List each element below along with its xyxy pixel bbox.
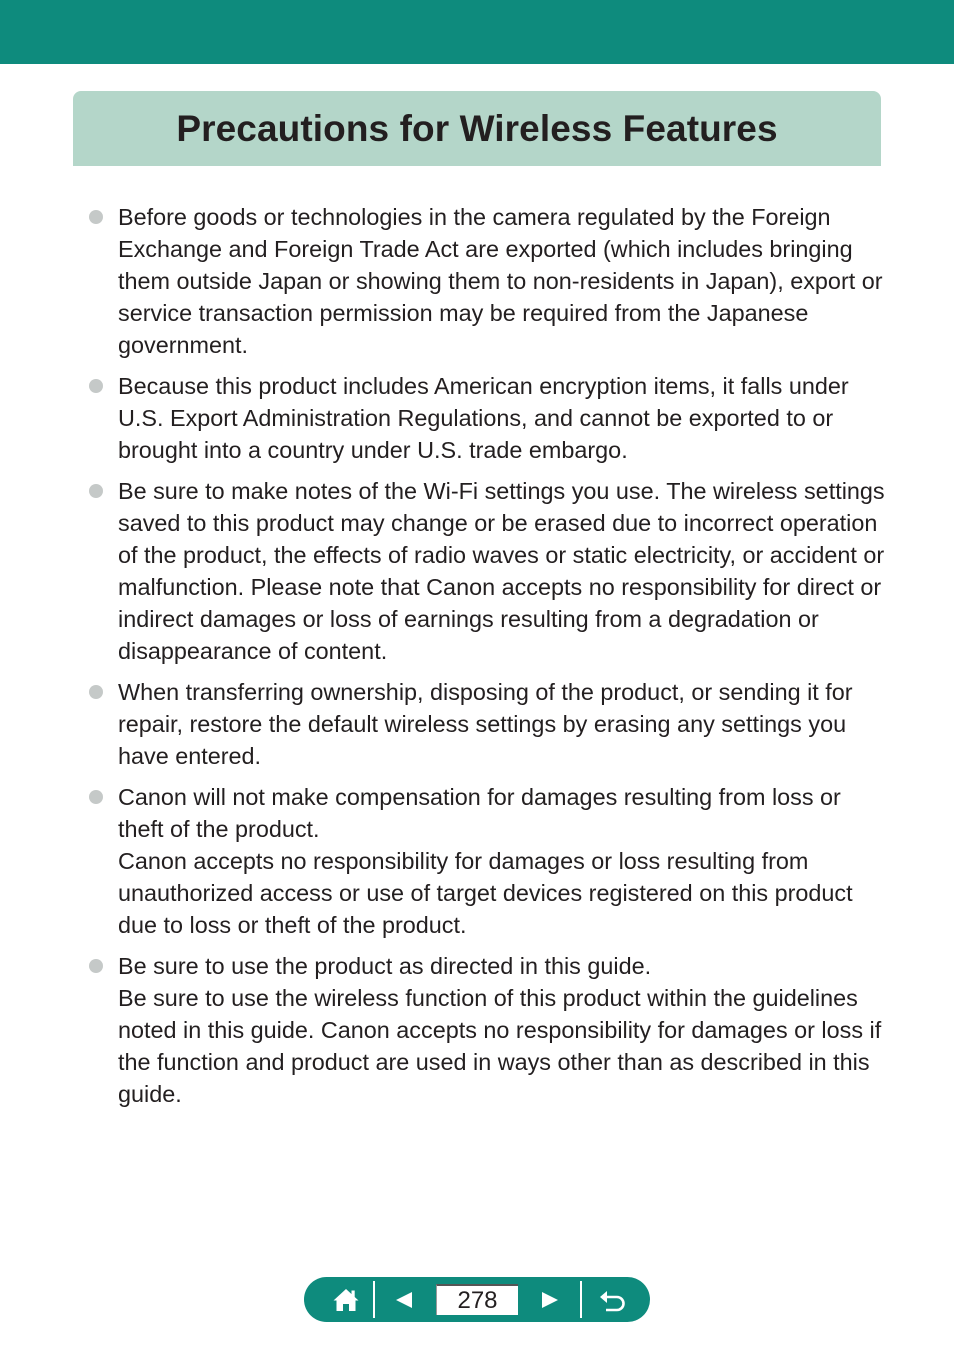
bullet-text: Canon accepts no responsibility for damages or loss resulting from unauthorized access or use of target devices registered on this product due to loss or theft of the product.: [118, 848, 853, 938]
list-item: [86, 676, 886, 772]
bullet-icon: [89, 685, 103, 699]
bullet-icon: [89, 210, 103, 224]
prev-arrow-icon: [394, 1291, 414, 1309]
navigation-bar: [304, 1277, 650, 1322]
next-page-button[interactable]: [524, 1277, 576, 1322]
nav-divider: [373, 1281, 375, 1318]
return-icon: [598, 1288, 626, 1312]
next-arrow-icon: [540, 1291, 560, 1309]
bullet-text: Be sure to use the wireless function of this product within the guidelines noted in this guide. Canon accepts no responsibility for damages or loss if the function and product are used in ways other than as described in this guide.: [118, 985, 882, 1107]
nav-divider: [580, 1281, 582, 1318]
bullet-list: [86, 201, 886, 1119]
previous-page-button[interactable]: [378, 1277, 430, 1322]
bullet-text: Canon will not make compensation for damages resulting from loss or theft of the product.: [118, 784, 841, 842]
bullet-icon: [89, 959, 103, 973]
top-color-band: [0, 0, 954, 64]
bullet-text: Before goods or technologies in the camera regulated by the Foreign Exchange and Foreign Trade Act are exported (which includes bringing them outside Japan or showing them to non-residents in Japan), export or service transaction permission may be required from the Japanese government.: [118, 204, 883, 358]
bullet-text: Because this product includes American encryption items, it falls under U.S. Export Administration Regulations, and cannot be exported to or brought into a country under U.S. trade embargo.: [118, 373, 849, 463]
return-button[interactable]: [586, 1277, 638, 1322]
bullet-text: Be sure to use the product as directed in this guide.: [118, 953, 652, 979]
list-item: [86, 201, 886, 361]
bullet-text: Be sure to make notes of the Wi-Fi settings you use. The wireless settings saved to this product may change or be erased due to incorrect operation of the product, the effects of radio waves or static electricity, or accident or malfunction. Please note that Canon accepts no responsibility for direct or indirect damages or loss of earnings resulting from a degradation or disappearance of content.: [118, 478, 885, 664]
list-item: [86, 475, 886, 667]
bullet-text: When transferring ownership, disposing of the product, or sending it for repair, restore the default wireless settings by erasing any settings you have entered.: [118, 679, 853, 769]
list-item: [86, 781, 886, 941]
list-item: [86, 950, 886, 1110]
list-item: [86, 370, 886, 466]
title-banner: [73, 91, 881, 166]
bullet-icon: [89, 379, 103, 393]
bullet-icon: [89, 484, 103, 498]
bullet-icon: [89, 790, 103, 804]
home-icon: [332, 1287, 360, 1313]
home-button[interactable]: [318, 1277, 374, 1322]
page-number: 278: [436, 1284, 518, 1315]
page-title: Precautions for Wireless Features: [176, 107, 778, 149]
